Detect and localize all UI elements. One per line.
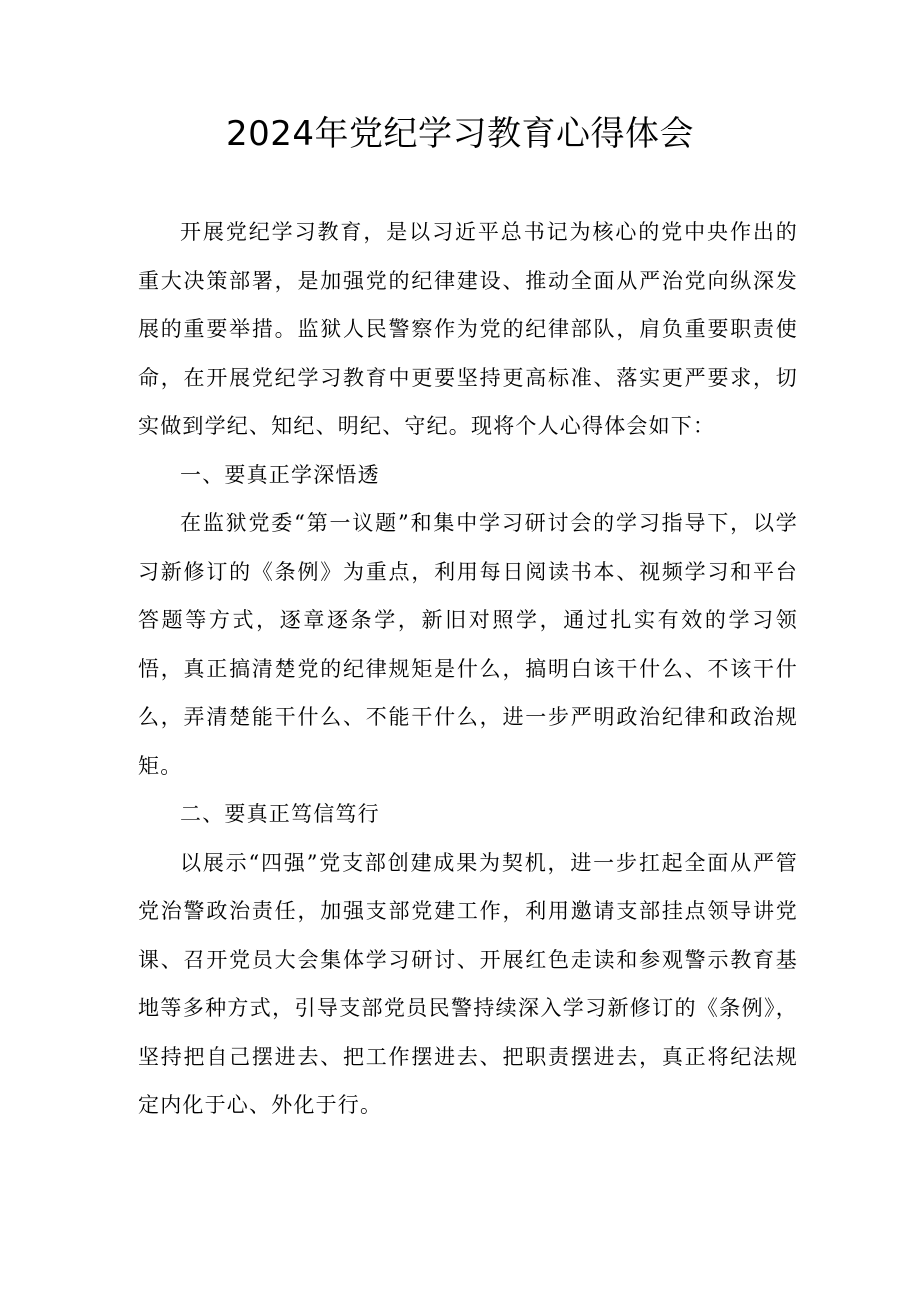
section-heading-1: 一、要真正学深悟透 [180, 462, 380, 487]
document-body [138, 208, 798, 1130]
document-title: 2024年党纪学习教育心得体会 [225, 114, 695, 154]
section-2-paragraph: 以展示“四强”党支部创建成果为契机，进一步扛起全面从严管党治警政治责任，加强支部党建工作，利用邀请支部挂点领导讲党课、召开党员大会集体学习研讨、开展红色走读和参观警示教育基地等多种方式，引导支部党员民警持续深入学习新修订的《条例》，坚持把自己摆进去、把工作摆进去、把职责摆进去，真正将纪法规定内化于心、外化于行。 [138, 850, 798, 1117]
section-heading-2: 二、要真正笃信笃行 [180, 802, 380, 826]
section-1-paragraph: 在监狱党委“第一议题”和集中学习研讨会的学习指导下，以学习新修订的《条例》为重点，利用每日阅读书本、视频学习和平台答题等方式，逐章逐条学，新旧对照学，通过扎实有效的学习领悟，真正搞清楚党的纪律规矩是什么，搞明白该干什么、不该干什么，弄清楚能干什么、不能干什么，进一步严明政治纪律和政治规矩。 [138, 511, 798, 778]
intro-paragraph: 开展党纪学习教育，是以习近平总书记为核心的党中央作出的重大决策部署，是加强党的纪律建设、推动全面从严治党向纵深发展的重要举措。监狱人民警察作为党的纪律部队，肩负重要职责使命，在开展党纪学习教育中更要坚持更高标准、落实更严要求，切实做到学纪、知纪、明纪、守纪。现将个人心得体会如下： [138, 220, 798, 438]
